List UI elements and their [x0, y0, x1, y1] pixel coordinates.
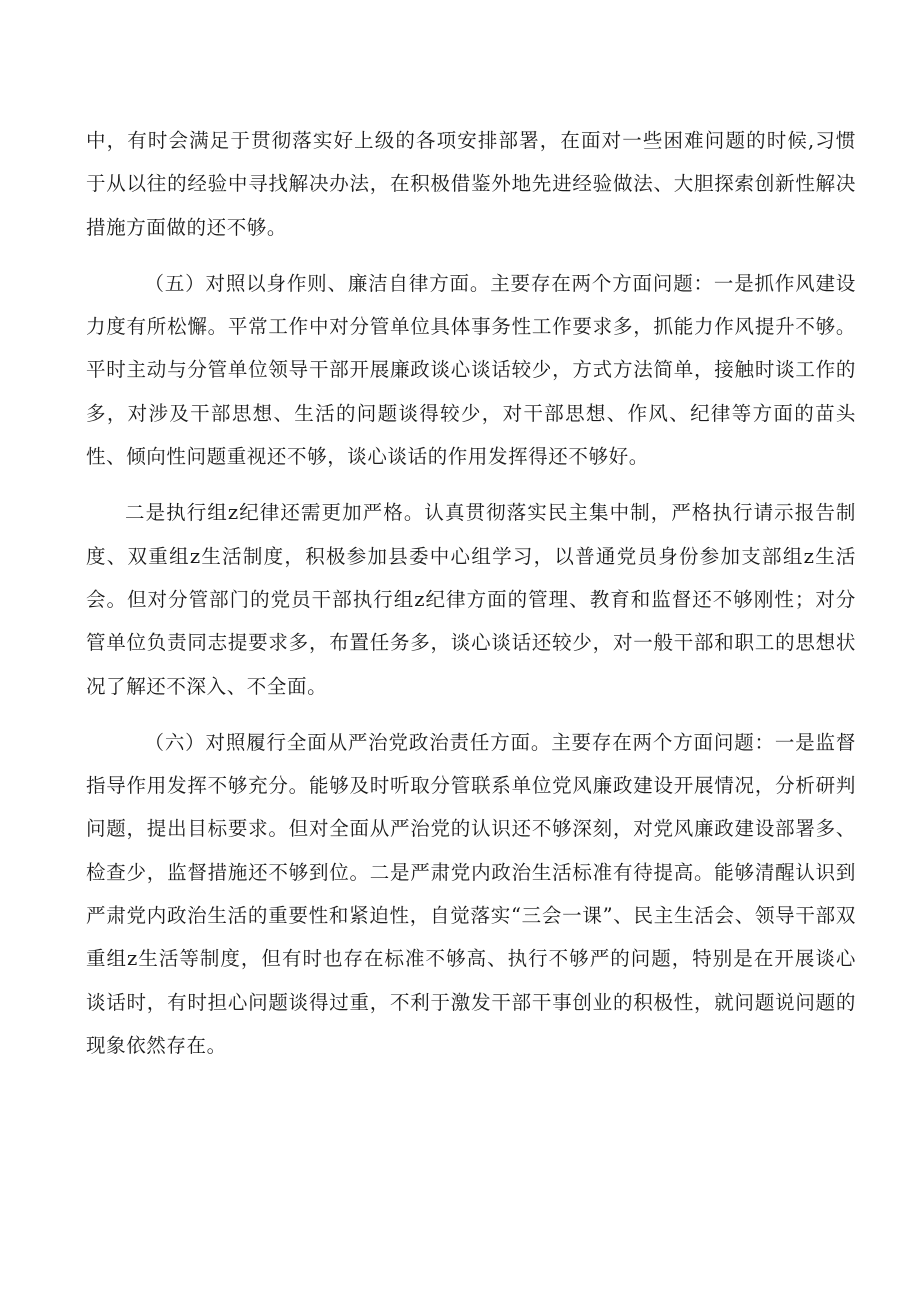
document-body — [86, 119, 856, 1080]
paragraph-continuation: 中，有时会满足于贯彻落实好上级的各项安排部署，在面对一些困难问题的时候,习惯于从以往的经验中寻找解决办法，在积极借鉴外地先进经验做法、大胆探索创新性解决措施方面做的还不够。 — [86, 129, 856, 239]
paragraph-section-six: （六）对照履行全面从严治党政治责任方面。主要存在两个方面问题：一是监督指导作用发挥不够充分。能够及时听取分管联系单位党风廉政建设开展情况，分析研判问题，提出目标要求。但对全面从严治党的认识还不够深刻，对党风廉政建设部署多、检查少，监督措施还不够到位。二是严肃党内政治生活标准有待提高。能够清醒认识到严肃党内政治生活的重要性和紧迫性，自觉落实“三会一课”、民主生活会、领导干部双重组z生活等制度，但有时也存在标准不够高、执行不够严的问题，特别是在开展谈心谈话时，有时担心问题谈得过重，不利于激发干部干事创业的积极性，就问题说问题的现象依然存在。 — [86, 730, 856, 1057]
paragraph-discipline: 二是执行组z纪律还需更加严格。认真贯彻落实民主集中制，严格执行请示报告制度、双重组z生活制度，积极参加县委中心组学习，以普通党员身份参加支部组z生活会。但对分管部门的党员干部执行组z纪律方面的管理、教育和监督还不够刚性；对分管单位负责同志提要求多，布置任务多，谈心谈话还较少，对一般干部和职工的思想状况了解还不深入、不全面。 — [86, 501, 856, 698]
paragraph-section-five: （五）对照以身作则、廉洁自律方面。主要存在两个方面问题：一是抓作风建设力度有所松懈。平常工作中对分管单位具体事务性工作要求多，抓能力作风提升不够。平时主动与分管单位领导干部开展廉政谈心谈话较少，方式方法简单，接触时谈工作的多，对涉及干部思想、生活的问题谈得较少，对干部思想、作风、纪律等方面的苗头性、倾向性问题重视还不够，谈心谈话的作用发挥得还不够好。 — [86, 271, 856, 469]
